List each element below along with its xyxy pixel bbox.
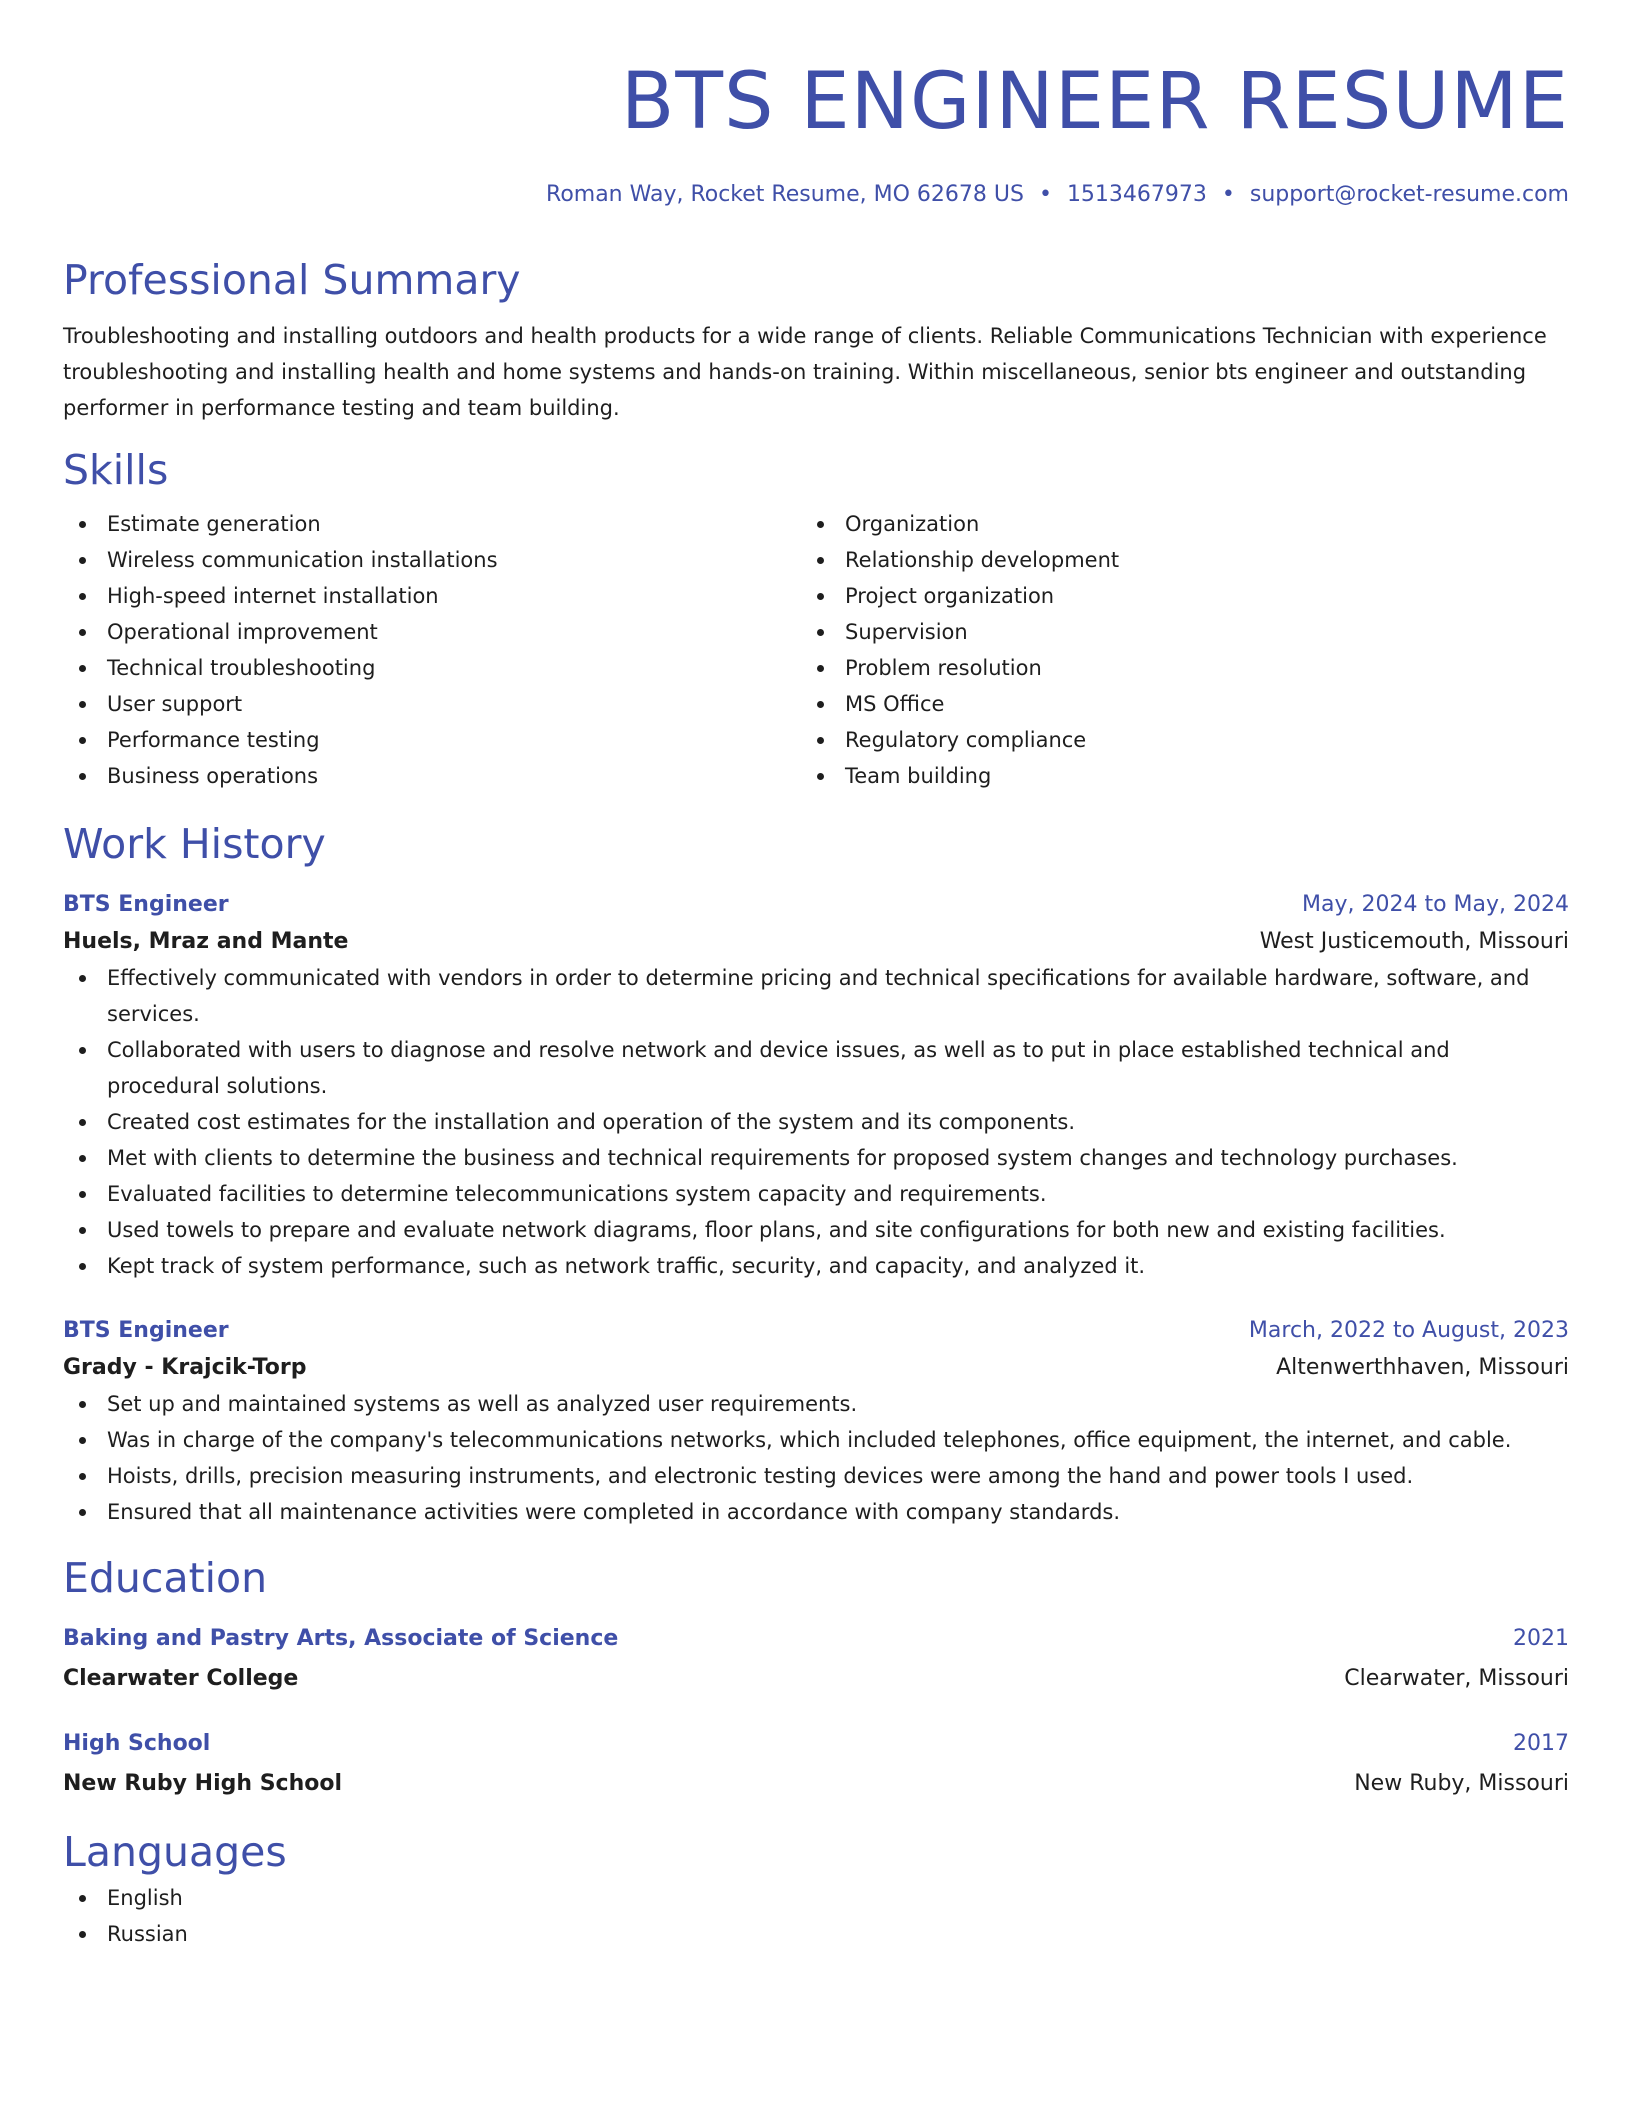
skill-item: Team building bbox=[801, 758, 1539, 794]
education-school: New Ruby High School bbox=[63, 1771, 343, 1796]
summary-heading: Professional Summary bbox=[63, 256, 521, 304]
education-year: 2021 bbox=[1513, 1626, 1569, 1651]
education-entry bbox=[63, 1620, 1569, 1697]
languages-list bbox=[63, 1880, 1569, 1952]
job-title-row bbox=[63, 886, 1569, 923]
contact-address: Roman Way, Rocket Resume, MO 62678 US bbox=[546, 182, 1024, 207]
contact-email[interactable]: support@rocket-resume.com bbox=[1249, 182, 1569, 207]
education-degree-row bbox=[63, 1725, 1569, 1762]
job-entry bbox=[63, 886, 1569, 1284]
skill-item: Project organization bbox=[801, 578, 1539, 614]
work-history-heading: Work History bbox=[63, 820, 326, 868]
skill-item: Business operations bbox=[63, 758, 801, 794]
contact-separator: • bbox=[1038, 182, 1052, 207]
contact-phone: 1513467973 bbox=[1066, 182, 1207, 207]
job-bullet: Set up and maintained systems as well as analyzed user requirements. bbox=[63, 1386, 1569, 1422]
skill-item: Estimate generation bbox=[63, 506, 801, 542]
summary-text: Troubleshooting and installing outdoors and health products for a wide range of clients. Reliable Communications Technician with experience troubleshooting and installing health and home systems and hands-on training. Within miscellaneous, senior bts engineer and outstanding performer in performance testing and team building. bbox=[63, 324, 1547, 420]
job-bullet: Used towels to prepare and evaluate network diagrams, floor plans, and site configurations for both new and existing facilities. bbox=[63, 1212, 1569, 1248]
resume-title: BTS ENGINEER RESUME bbox=[620, 57, 1569, 147]
job-bullet: Evaluated facilities to determine telecommunications system capacity and requirements. bbox=[63, 1176, 1569, 1212]
languages-section bbox=[63, 1824, 1569, 1952]
job-company: Huels, Mraz and Mante bbox=[63, 929, 349, 954]
skill-item: High-speed internet installation bbox=[63, 578, 801, 614]
skill-item: User support bbox=[63, 686, 801, 722]
skills-left-column bbox=[63, 506, 801, 794]
job-bullet: Created cost estimates for the installation and operation of the system and its components. bbox=[63, 1104, 1569, 1140]
job-bullet: Collaborated with users to diagnose and resolve network and device issues, as well as to put in place established technical and procedural solutions. bbox=[63, 1032, 1569, 1104]
job-location: Altenwerthhaven, Missouri bbox=[1276, 1355, 1569, 1380]
skills-section bbox=[63, 442, 1569, 794]
language-item: English bbox=[63, 1880, 1569, 1916]
work-history-section bbox=[63, 816, 1569, 1530]
language-item: Russian bbox=[63, 1916, 1569, 1952]
education-school: Clearwater College bbox=[63, 1666, 299, 1691]
education-year: 2017 bbox=[1513, 1731, 1569, 1756]
job-company-row bbox=[63, 1349, 1569, 1386]
job-role: BTS Engineer bbox=[63, 892, 229, 917]
job-bullet: Hoists, drills, precision measuring instruments, and electronic testing devices were among the hand and power tools I used. bbox=[63, 1458, 1569, 1494]
education-heading: Education bbox=[63, 1554, 268, 1602]
contact-line bbox=[63, 178, 1569, 212]
job-company-row bbox=[63, 923, 1569, 960]
skills-columns bbox=[63, 506, 1569, 794]
job-location: West Justicemouth, Missouri bbox=[1259, 929, 1569, 954]
education-degree: Baking and Pastry Arts, Associate of Science bbox=[63, 1626, 619, 1651]
education-entry bbox=[63, 1725, 1569, 1802]
skill-item: Performance testing bbox=[63, 722, 801, 758]
job-company: Grady - Krajcik-Torp bbox=[63, 1355, 307, 1380]
skill-item: Organization bbox=[801, 506, 1539, 542]
skill-item: Regulatory compliance bbox=[801, 722, 1539, 758]
job-bullet: Was in charge of the company's telecommunications networks, which included telephones, office equipment, the internet, and cable. bbox=[63, 1422, 1569, 1458]
skill-item: MS Office bbox=[801, 686, 1539, 722]
skill-item: Operational improvement bbox=[63, 614, 801, 650]
skill-item: Supervision bbox=[801, 614, 1539, 650]
education-school-row bbox=[63, 1765, 1569, 1802]
languages-heading: Languages bbox=[63, 1828, 287, 1876]
skills-right-column bbox=[801, 506, 1539, 794]
skill-item: Relationship development bbox=[801, 542, 1539, 578]
job-dates: May, 2024 to May, 2024 bbox=[1302, 892, 1569, 917]
job-bullet: Met with clients to determine the business and technical requirements for proposed system changes and technology purchases. bbox=[63, 1140, 1569, 1176]
education-degree-row bbox=[63, 1620, 1569, 1657]
contact-separator: • bbox=[1221, 182, 1235, 207]
professional-summary-section bbox=[63, 252, 1569, 426]
education-school-row bbox=[63, 1660, 1569, 1697]
job-bullets bbox=[63, 960, 1569, 1284]
education-location: New Ruby, Missouri bbox=[1354, 1771, 1569, 1796]
job-bullets bbox=[63, 1386, 1569, 1530]
job-entry bbox=[63, 1312, 1569, 1530]
job-title-row bbox=[63, 1312, 1569, 1349]
education-degree: High School bbox=[63, 1731, 211, 1756]
resume-header bbox=[63, 0, 1569, 212]
education-section bbox=[63, 1550, 1569, 1802]
skills-heading: Skills bbox=[63, 446, 169, 494]
job-dates: March, 2022 to August, 2023 bbox=[1248, 1318, 1569, 1343]
skill-item: Technical troubleshooting bbox=[63, 650, 801, 686]
skill-item: Problem resolution bbox=[801, 650, 1539, 686]
education-location: Clearwater, Missouri bbox=[1344, 1666, 1569, 1691]
job-bullet: Effectively communicated with vendors in order to determine pricing and technical specifications for available hardware, software, and services. bbox=[63, 960, 1569, 1032]
job-bullet: Kept track of system performance, such as network traffic, security, and capacity, and analyzed it. bbox=[63, 1248, 1569, 1284]
skill-item: Wireless communication installations bbox=[63, 542, 801, 578]
job-role: BTS Engineer bbox=[63, 1318, 229, 1343]
job-bullet: Ensured that all maintenance activities were completed in accordance with company standards. bbox=[63, 1494, 1569, 1530]
